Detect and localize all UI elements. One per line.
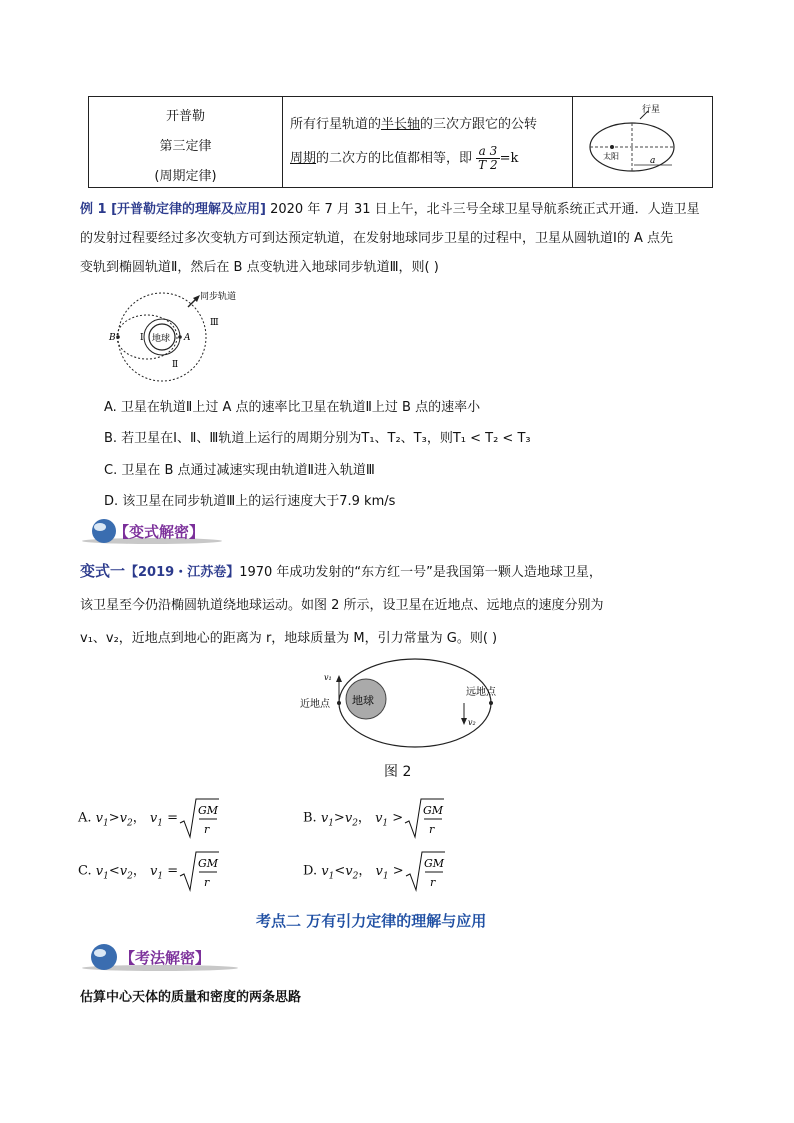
v1-symbol-2: $v_1$: [375, 863, 389, 882]
ellipse-orbit-diagram: [572, 97, 712, 187]
v1-symbol-2: $v_1$: [150, 863, 164, 882]
sqrt-gm-over-r: [178, 795, 220, 841]
svg-text:r: r: [429, 823, 435, 836]
v1-symbol: $v_1$: [321, 863, 335, 882]
v2-symbol: $v_2$: [345, 863, 359, 882]
planet-label: 行星: [642, 105, 661, 115]
relation-1: <: [334, 863, 346, 879]
sun-label: 太阳: [603, 152, 619, 161]
example-1-option-d: D. 该卫星在同步轨道Ⅲ上的运行速度大于7.9 km/s: [104, 494, 396, 509]
satellite-orbit-figure: [290, 655, 520, 755]
point-A-label: A: [184, 333, 191, 343]
svg-text:GM: GM: [423, 804, 444, 817]
example-1-option-c: C. 卫星在 B 点通过减速实现由轨道Ⅱ进入轨道Ⅲ: [104, 463, 375, 478]
option-label: C.: [78, 863, 92, 879]
globe-icon: [92, 519, 116, 543]
variant-1-head: 变式一: [80, 562, 126, 580]
example-1-line-3: 变轨到椭圆轨道Ⅱ，然后在 B 点变轨进入地球同步轨道Ⅲ，则( ): [80, 260, 439, 275]
figure-2-caption: 图 2: [384, 764, 412, 780]
example-1-option-b: B. 若卫星在Ⅰ、Ⅱ、Ⅲ轨道上运行的周期分别为T₁、T₂、T₃，则T₁ < T₂ < T₃: [104, 431, 531, 446]
orbit-transfer-figure: [100, 285, 270, 385]
svg-text:GM: GM: [198, 804, 219, 817]
globe-highlight: [94, 523, 106, 531]
v1-symbol-2: $v_1$: [375, 810, 389, 829]
law-line-1: 所有行星轨道的半长轴的三次方跟它的公转: [290, 117, 538, 132]
orbit-II-label: Ⅱ: [172, 360, 179, 370]
relation-2: =: [167, 810, 179, 826]
variant-1-line-3: v₁、v₂，近地点到地心的距离为 r，地球质量为 M，引力常量为 G。则( ): [80, 631, 498, 646]
point-B-label: B: [109, 333, 116, 343]
table-cell-diagram: [572, 97, 712, 187]
relation-2: =: [167, 863, 179, 879]
sqrt-gm-over-r: [404, 848, 446, 894]
option-label: A.: [78, 810, 92, 826]
relation-2: >: [392, 810, 404, 826]
v2-symbol: $v_2$: [119, 863, 133, 882]
variant-1-line-1: 变式一【2019・江苏卷】1970 年成功发射的“东方红一号”是我国第一颗人造地球卫星，: [80, 562, 602, 580]
law-alias: (周期定律): [154, 169, 217, 184]
table-cell-name: [89, 97, 283, 187]
table-cell-statement: [282, 97, 573, 187]
example-1-option-a: A. 卫星在轨道Ⅱ上过 A 点的速率比卫星在轨道Ⅱ上过 B 点的速率小: [104, 400, 481, 415]
point-B: [116, 335, 120, 339]
v1-arrowhead: [336, 675, 342, 682]
relation-2: >: [392, 863, 404, 879]
topic-2-title: 考点二 万有引力定律的理解与应用: [256, 912, 487, 930]
relation-1: <: [108, 863, 120, 879]
relation-1: >: [333, 810, 345, 826]
semi-major-label: a: [650, 156, 656, 166]
perigee-label: 近地点: [300, 699, 330, 710]
orbit-I-label: Ⅰ: [140, 333, 144, 343]
variant-1-tag: 【2019・江苏卷】: [125, 565, 240, 580]
v2-symbol: $v_2$: [344, 810, 358, 829]
v2-symbol: $v_2$: [119, 810, 133, 829]
sqrt-gm-over-r: [403, 795, 445, 841]
svg-text:r: r: [429, 876, 435, 889]
globe-highlight-2: [94, 949, 106, 957]
example-1-head: 例 1 [开普勒定律的理解及应用]: [80, 202, 266, 217]
v1-label: v₁: [324, 673, 332, 682]
example-1-line-2: 的发射过程要经过多次变轨方可到达预定轨道，在发射地球同步卫星的过程中，卫星从圆轨道Ⅰ的 A 点先: [80, 231, 673, 246]
apogee-label: 远地点: [466, 687, 496, 698]
sqrt-gm-over-r: [178, 848, 220, 894]
apogee-point: [489, 701, 493, 705]
variant-1-line-2: 该卫星至今仍沿椭圆轨道绕地球运动。如图 2 所示，设卫星在近地点、远地点的速度分别为: [80, 598, 604, 613]
v1-symbol: $v_1$: [320, 810, 334, 829]
earth-label: 地球: [152, 334, 171, 344]
example-1-line-1: 例 1 [开普勒定律的理解及应用] 2020 年 7 月 31 日上午，北斗三号全球卫星导航系统正式开通．人造卫星: [80, 202, 700, 217]
point-A: [178, 335, 182, 339]
v1-symbol: $v_1$: [95, 863, 109, 882]
svg-text:r: r: [204, 823, 210, 836]
law-line-2: 周期的二次方的比值都相等，即 $\frac{a 3}{T 2}$ =k: [290, 144, 519, 172]
variant-1-option-a: A. $v_1>v_2$， $v_1$ = GM r: [78, 795, 220, 841]
variant-1-option-c: C. $v_1<v_2$， $v_1$ = GM r: [78, 848, 220, 894]
globe-icon-2: [91, 944, 117, 970]
law-number: 第三定律: [159, 139, 212, 154]
svg-text:GM: GM: [198, 857, 219, 870]
v1-symbol: $v_1$: [95, 810, 109, 829]
earth-label-2: 地球: [352, 694, 374, 707]
sync-orbit-label: 同步轨道: [200, 292, 237, 302]
variant-1-option-b: B. $v_1>v_2$， $v_1$ > GM r: [303, 795, 445, 841]
sun-dot: [610, 145, 614, 149]
variant-1-option-d: D. $v_1<v_2$， $v_1$ > GM r: [303, 848, 446, 894]
v2-label: v₂: [468, 718, 476, 727]
summary-text: 估算中心天体的质量和密度的两条思路: [80, 990, 302, 1005]
orbit-III-label: Ⅲ: [210, 318, 219, 328]
v2-arrowhead: [461, 718, 467, 725]
law-name: 开普勒: [165, 109, 205, 124]
kepler-table: [88, 96, 713, 188]
option-label: B.: [303, 810, 317, 826]
option-label: D.: [303, 863, 318, 879]
section-label-method: 【考法解密】: [120, 949, 211, 967]
svg-text:GM: GM: [423, 857, 444, 870]
relation-1: >: [108, 810, 120, 826]
kepler-formula: $\frac{a 3}{T 2}$: [478, 144, 498, 172]
svg-text:r: r: [204, 876, 210, 889]
section-label-variant: 【变式解密】: [114, 523, 205, 541]
v1-symbol-2: $v_1$: [149, 810, 163, 829]
